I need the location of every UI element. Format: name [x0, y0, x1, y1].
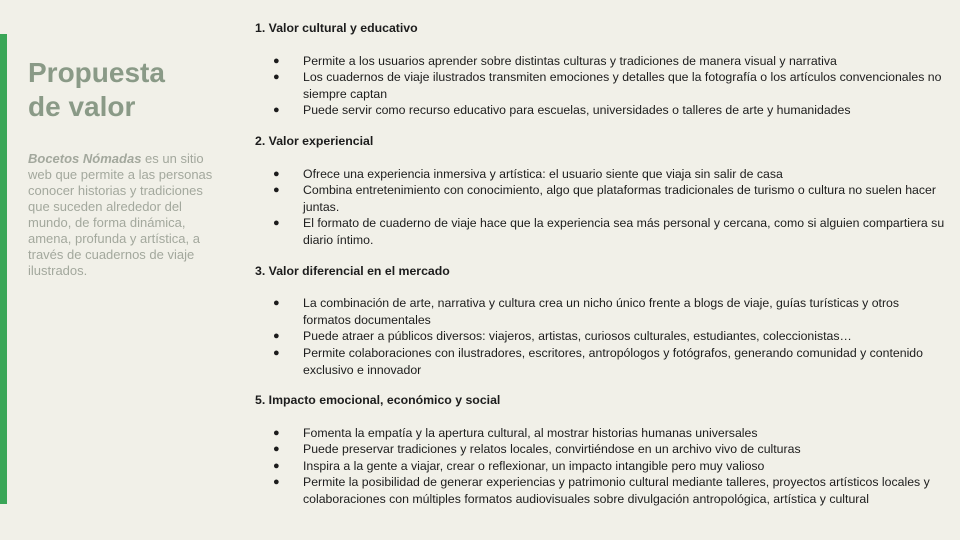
bullet-dot-icon: ●	[273, 71, 280, 84]
bullet-text: El formato de cuaderno de viaje hace que la experiencia sea más personal y cercana, como si alguien compartiera su diario íntimo.	[303, 216, 945, 247]
bullet-item	[255, 441, 950, 458]
value-section	[255, 263, 950, 379]
bullet-text: Puede preservar tradiciones y relatos locales, convirtiéndose en un archivo vivo de culturas	[303, 442, 801, 457]
bullet-item	[255, 458, 950, 475]
bullet-item	[255, 102, 950, 119]
bullet-list	[255, 166, 950, 249]
section-heading: 5. Impacto emocional, económico y social	[255, 393, 501, 408]
section-heading: 2. Valor experiencial	[255, 133, 374, 148]
bullet-text: Permite colaboraciones con ilustradores, escritores, antropólogos y fotógrafos, generando comunidad y contenido exclusivo e innovador	[303, 345, 923, 377]
intro-paragraph	[28, 151, 228, 279]
bullet-list	[255, 53, 950, 119]
bullet-text: Inspira a la gente a viajar, crear o reflexionar, un impacto intangible pero muy valioso	[303, 458, 765, 473]
bullet-dot-icon: ●	[273, 443, 280, 456]
bullet-text: Permite la posibilidad de generar experiencias y patrimonio cultural mediante talleres, proyectos artísticos locales y colaboraciones con múltiples formatos audiovisuales sobre divulgación antropológica, artística y cultural	[303, 475, 930, 507]
bullet-dot-icon: ●	[273, 459, 280, 472]
bullet-text: Combina entretenimiento con conocimiento, algo que plataformas tradicionales de turismo o cultura no suelen hacer juntas.	[303, 183, 936, 214]
bullet-dot-icon: ●	[273, 167, 280, 180]
bullet-dot-icon: ●	[273, 297, 280, 310]
intro-text: es un sitio web que permite a las personas conocer historias y tradiciones que suceden alrededor del mundo, de forma dinámica, amena, profunda y artística, a través de cuadernos de viaje ilustrados.	[28, 151, 213, 278]
left-column	[28, 56, 228, 279]
bullet-dot-icon: ●	[273, 426, 280, 439]
bullet-item	[255, 53, 950, 70]
value-section	[255, 133, 950, 249]
brand-name: Bocetos Nómadas	[28, 151, 142, 166]
section-heading: 3. Valor diferencial en el mercado	[255, 263, 450, 278]
bullet-item	[255, 425, 950, 442]
bullet-dot-icon: ●	[273, 476, 280, 489]
bullet-text: Ofrece una experiencia inmersiva y artística: el usuario siente que viaja sin salir de casa	[303, 166, 783, 181]
bullet-text: La combinación de arte, narrativa y cultura crea un nicho único frente a blogs de viaje, guías turísticas y otros formatos documentales	[303, 296, 900, 327]
bullet-text: Puede servir como recurso educativo para escuelas, universidades o talleres de arte y humanidades	[303, 103, 851, 118]
bullet-item	[255, 345, 950, 378]
bullet-text: Permite a los usuarios aprender sobre distintas culturas y tradiciones de manera visual y narrativa	[303, 53, 837, 68]
value-section	[255, 392, 950, 508]
section-heading: 1. Valor cultural y educativo	[255, 21, 418, 35]
bullet-item	[255, 295, 950, 328]
bullet-item	[255, 69, 950, 102]
title-line-2: de valor	[28, 91, 136, 122]
bullet-item	[255, 215, 950, 248]
page-title	[28, 56, 228, 124]
bullet-dot-icon: ●	[273, 184, 280, 197]
bullet-item	[255, 166, 950, 183]
bullet-list	[255, 425, 950, 508]
bullet-text: Los cuadernos de viaje ilustrados transmiten emociones y detalles que la fotografía o los artículos convencionales no siempre captan	[303, 70, 942, 101]
value-sections	[255, 20, 950, 522]
bullet-item	[255, 182, 950, 215]
bullet-dot-icon: ●	[273, 330, 280, 343]
bullet-dot-icon: ●	[273, 346, 280, 359]
bullet-dot-icon: ●	[273, 104, 280, 117]
value-section	[255, 20, 950, 119]
bullet-dot-icon: ●	[273, 54, 280, 67]
bullet-list	[255, 295, 950, 378]
bullet-item	[255, 328, 950, 345]
bullet-dot-icon: ●	[273, 217, 280, 230]
bullet-text: Puede atraer a públicos diversos: viajeros, artistas, curiosos culturales, estudiantes, coleccionistas…	[303, 329, 852, 344]
title-line-1: Propuesta	[28, 57, 165, 88]
bullet-text: Fomenta la empatía y la apertura cultural, al mostrar historias humanas universales	[303, 425, 758, 440]
bullet-item	[255, 474, 950, 507]
accent-bar	[0, 34, 7, 504]
